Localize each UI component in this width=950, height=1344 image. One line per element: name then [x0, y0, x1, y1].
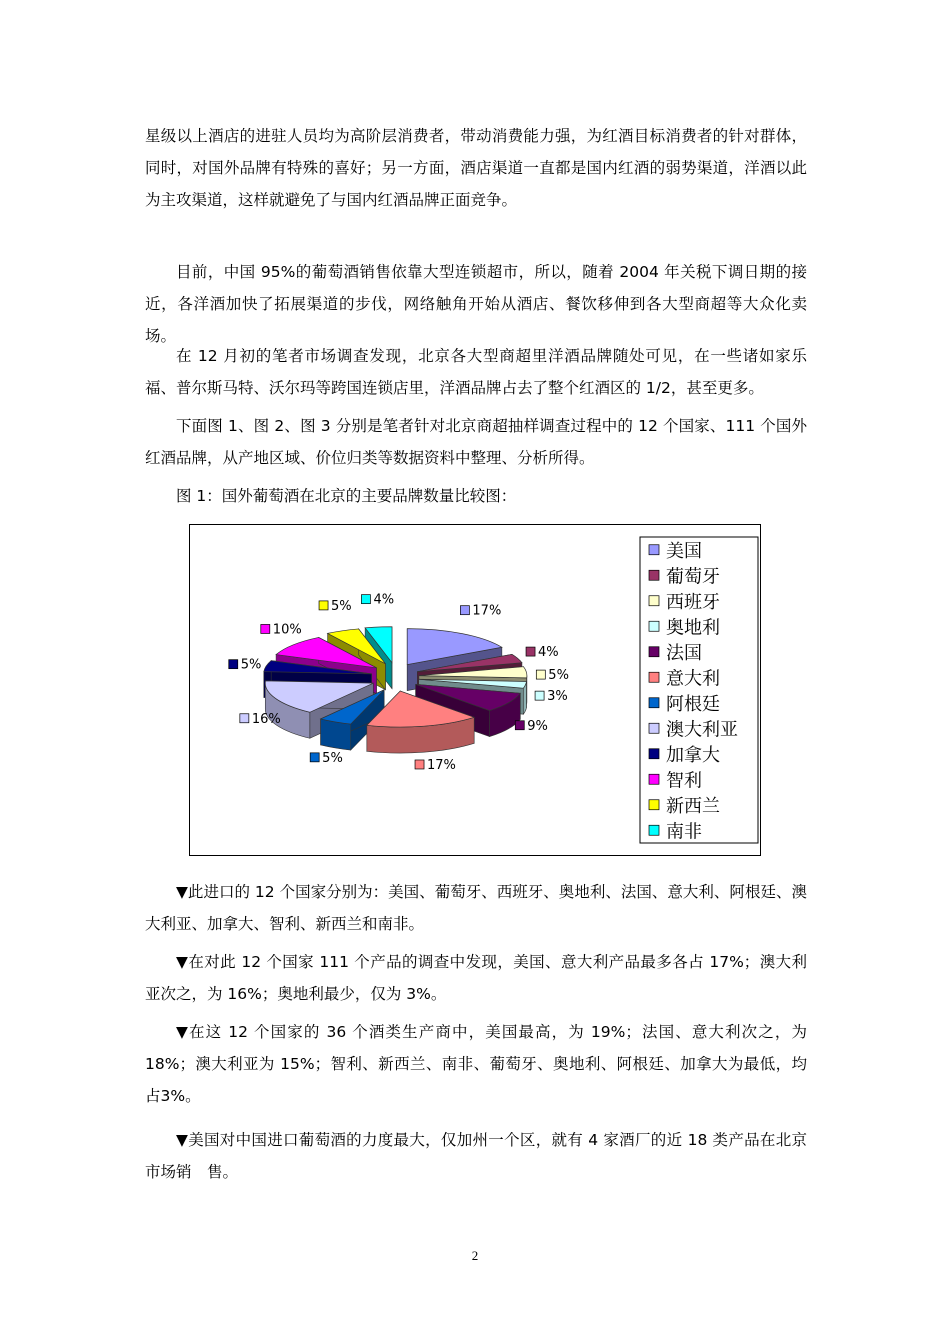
pie-label-阿根廷 — [310, 751, 343, 766]
pie-label-marker — [261, 624, 270, 633]
paragraph-figures-intro: 下面图 1、图 2、图 3 分别是笔者针对北京商超抽样调查过程中的 12 个国家、111 个国外红酒品牌，从产地区域、价位归类等数据资料中整理、分析所得。 — [145, 417, 807, 467]
pie-label-marker — [460, 606, 469, 615]
pie-label-葡萄牙 — [526, 645, 559, 660]
pie-label-南非 — [361, 593, 394, 608]
pie-label-marker — [415, 760, 424, 769]
pie-label-marker — [240, 714, 249, 723]
legend-swatch — [649, 749, 659, 759]
legend-label: 加拿大 — [666, 744, 720, 766]
pie-label-text: 5% — [331, 598, 352, 614]
pie-label-智利 — [261, 622, 302, 637]
legend-swatch — [649, 647, 659, 657]
legend-label: 澳大利亚 — [666, 719, 738, 741]
legend-swatch — [649, 570, 659, 580]
legend-swatch — [649, 621, 659, 631]
pie-label-text: 17% — [472, 603, 502, 619]
legend-swatch — [649, 545, 659, 555]
legend-label: 南非 — [666, 821, 702, 843]
legend-label: 奥地利 — [666, 617, 720, 639]
pie-label-marker — [319, 601, 328, 610]
pie-label-text: 5% — [322, 750, 343, 766]
legend-label: 法国 — [666, 642, 702, 664]
pie-label-text: 5% — [548, 668, 569, 684]
legend-label: 阿根廷 — [666, 693, 720, 715]
pie-label-text: 10% — [272, 622, 302, 638]
pie-label-marker — [361, 595, 370, 604]
chart-legend — [640, 537, 758, 843]
legend-label: 智利 — [666, 770, 702, 792]
pie-label-text: 4% — [538, 645, 559, 661]
legend-label: 新西兰 — [666, 795, 720, 817]
bullet-countries: ▼此进口的 12 个国家分别为：美国、葡萄牙、西班牙、奥地利、法国、意大利、阿根廷、澳大利亚、加拿大、智利、新西兰和南非。 — [145, 883, 807, 933]
pie-label-美国 — [460, 604, 501, 619]
pie-label-西班牙 — [536, 668, 569, 683]
brand-count-pie-chart — [189, 524, 761, 856]
legend-label: 葡萄牙 — [666, 566, 720, 588]
paragraph-hotel-channel: 星级以上酒店的进驻人员均为高阶层消费者，带动消费能力强，为红酒目标消费者的针对群体，同时，对国外品牌有特殊的喜好；另一方面，酒店渠道一直都是国内红酒的弱势渠道，洋酒以此为主攻渠道，这样就避免了与国内红酒品牌正面竞争。 — [145, 127, 807, 209]
pie-label-marker — [536, 670, 545, 679]
pie-label-text: 17% — [427, 757, 456, 773]
legend-swatch — [649, 698, 659, 708]
pie-label-marker — [526, 647, 535, 656]
pie-label-marker — [310, 753, 319, 762]
bullet-product-share: ▼在对此 12 个国家 111 个产品的调查中发现，美国、意大利产品最多各占 17%；澳大利亚次之，为 16%；奥地利最少，仅为 3%。 — [145, 953, 807, 1003]
legend-swatch — [649, 596, 659, 606]
bullet-usa-effort: ▼美国对中国进口葡萄酒的力度最大，仅加州一个区，就有 4 家酒厂的近 18 类产品在北京市场销 售。 — [145, 1131, 807, 1181]
pie-chart-svg — [190, 525, 760, 855]
legend-label: 美国 — [666, 540, 702, 562]
legend-swatch — [649, 800, 659, 810]
page-number: 2 — [471, 1248, 479, 1263]
legend-swatch — [649, 774, 659, 784]
legend-label: 西班牙 — [666, 591, 720, 613]
figure-caption: 图 1：国外葡萄酒在北京的主要品牌数量比较图： — [176, 487, 517, 505]
pie-label-text: 16% — [251, 711, 281, 727]
legend-swatch — [649, 723, 659, 733]
pie-label-加拿大 — [229, 658, 262, 673]
legend-swatch — [649, 825, 659, 835]
pie-label-奥地利 — [535, 689, 568, 704]
pie-label-text: 4% — [373, 592, 395, 608]
legend-label: 意大利 — [666, 668, 720, 690]
pie-label-澳大利亚 — [240, 712, 281, 727]
pie-label-text: 5% — [240, 657, 262, 673]
legend-swatch — [649, 672, 659, 682]
paragraph-supermarket-sales: 目前，中国 95%的葡萄酒销售依靠大型连锁超市，所以，随着 2004 年关税下调日期的接近，各洋酒加快了拓展渠道的步伐，网络触角开始从酒店、餐饮移伸到各大型商超等大众化卖场。 — [145, 263, 807, 345]
pie-label-法国 — [515, 719, 548, 734]
pie-label-text: 3% — [547, 689, 568, 705]
pie-label-意大利 — [415, 758, 456, 773]
pie-label-text: 9% — [527, 718, 548, 734]
pie-label-marker — [535, 691, 544, 700]
pie-label-新西兰 — [319, 599, 352, 614]
bullet-producer-share: ▼在这 12 个国家的 36 个酒类生产商中，美国最高，为 19%；法国、意大利次之，为18%；澳大利亚为 15%；智利、新西兰、南非、葡萄牙、奥地利、阿根廷、加拿大为最低，均占3%。 — [145, 1023, 807, 1105]
pie-label-marker — [515, 721, 524, 730]
pie-label-marker — [229, 660, 238, 669]
paragraph-market-survey: 在 12 月初的笔者市场调查发现，北京各大型商超里洋酒品牌随处可见，在一些诸如家乐福、普尔斯马特、沃尔玛等跨国连锁店里，洋酒品牌占去了整个红酒区的 1/2，甚至更多。 — [145, 347, 807, 397]
